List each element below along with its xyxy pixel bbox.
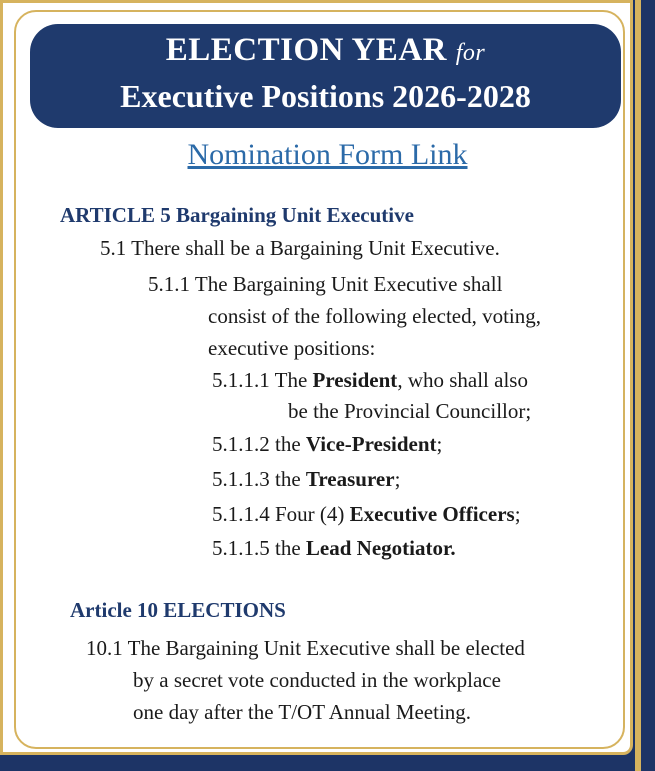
- section-5-1-1-line-1: 5.1.1 The Bargaining Unit Executive shall: [148, 272, 503, 296]
- right-gold-stripe: [635, 0, 641, 771]
- section-5-1-1-line-2: consist of the following elected, voting,: [208, 304, 542, 328]
- title-banner: [30, 24, 621, 128]
- item-vice-president: 5.1.1.2 the Vice-President;: [212, 432, 443, 456]
- nomination-form-link[interactable]: Nomination Form Link: [187, 138, 468, 171]
- section-5-1-1-line-3: executive positions:: [208, 336, 376, 360]
- item-president-continued: be the Provincial Councillor;: [288, 399, 532, 423]
- banner-line-1: ELECTION YEAR for: [165, 32, 486, 68]
- article-5-heading: ARTICLE 5 Bargaining Unit Executive: [60, 203, 414, 227]
- section-10-1-line-1: 10.1 The Bargaining Unit Executive shall be elected: [86, 636, 525, 660]
- banner-line-2: Executive Positions 2026-2028: [120, 78, 531, 114]
- item-treasurer: 5.1.1.3 the Treasurer;: [212, 467, 401, 491]
- section-10-1-line-2: by a secret vote conducted in the workplace: [133, 668, 501, 692]
- item-president: 5.1.1.1 The President, who shall also: [212, 368, 528, 392]
- section-10-1-line-3: one day after the T/OT Annual Meeting.: [133, 700, 472, 724]
- article-10-heading: Article 10 ELECTIONS: [70, 598, 286, 622]
- item-lead-negotiator: 5.1.1.5 the Lead Negotiator.: [212, 536, 456, 560]
- item-executive-officers: 5.1.1.4 Four (4) Executive Officers;: [212, 502, 521, 526]
- section-5-1: 5.1 There shall be a Bargaining Unit Executive.: [100, 236, 500, 260]
